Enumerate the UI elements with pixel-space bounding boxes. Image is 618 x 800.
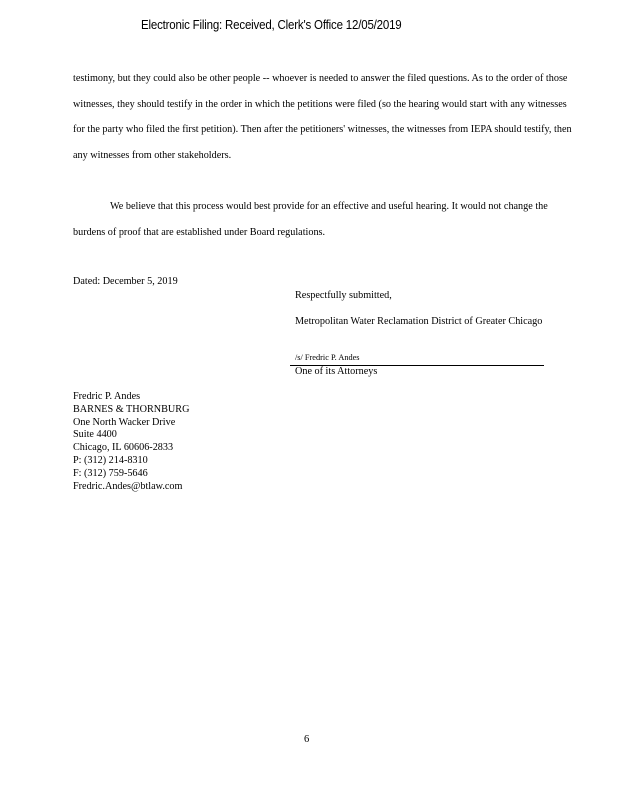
- signature-line: [290, 353, 544, 366]
- signing-organization: Metropolitan Water Reclamation District of Greater Chicago: [295, 316, 543, 327]
- dated-line: Dated: December 5, 2019: [73, 276, 178, 287]
- law-firm-name: BARNES & THORNBURG: [73, 403, 190, 415]
- email-address: Fredric.Andes@btlaw.com: [73, 480, 183, 492]
- paragraph-conclusion: We believe that this process would best provide for an effective and useful hearing. It would not change the burdens of proof that are established under Board regulations.: [73, 201, 548, 238]
- city-state-zip: Chicago, IL 60606-2833: [73, 442, 174, 454]
- electronic-signature: /s/ Fredric P. Andes: [295, 353, 360, 362]
- address-line-2: Suite 4400: [73, 429, 117, 441]
- electronic-filing-stamp: Electronic Filing: Received, Clerk's Office 12/05/2019: [141, 18, 402, 32]
- phone-number: P: (312) 214-8310: [73, 454, 148, 466]
- signer-role: One of its Attorneys: [295, 366, 378, 377]
- address-line-1: One North Wacker Drive: [73, 416, 176, 428]
- paragraph-witness-order: testimony, but they could also be other people -- whoever is needed to answer the filed questions. As to the order of those witnesses, they should testify in the order in which the petitions were filed (so the hearing would start with any witnesses for the party who filed the first petition). Then after the petitioners' witnesses, the witnesses from IEPA should testify, then any witnesses from other stakeholders.: [73, 73, 572, 161]
- page-number: 6: [304, 734, 310, 745]
- closing-salutation: Respectfully submitted,: [295, 290, 392, 301]
- attorney-contact-block: [73, 391, 189, 493]
- attorney-name: Fredric P. Andes: [73, 391, 141, 402]
- fax-number: F: (312) 759-5646: [73, 467, 148, 479]
